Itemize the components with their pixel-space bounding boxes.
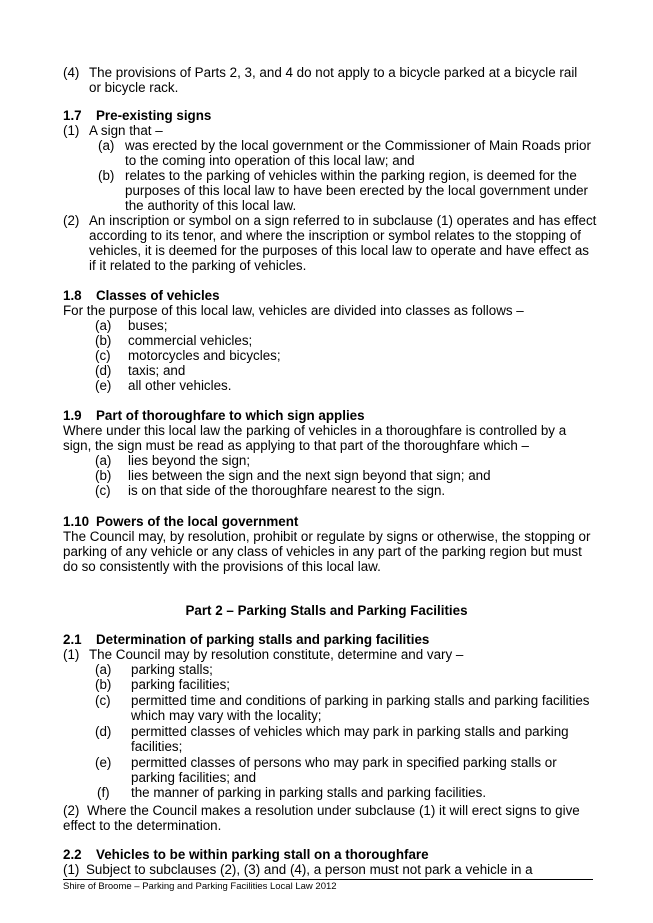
section-number: 1.10 xyxy=(63,514,90,529)
clause-text: or bicycle rack. xyxy=(89,80,179,95)
clause-text: to the coming into operation of this local law; and xyxy=(125,153,415,168)
clause-text: For the purpose of this local law, vehicles are divided into classes as follows – xyxy=(63,303,524,318)
clause-text: is on that side of the thoroughfare nearest to the sign. xyxy=(128,483,446,498)
clause-text: all other vehicles. xyxy=(128,378,232,393)
subclause-letter: (d) xyxy=(95,363,112,378)
footer-divider xyxy=(63,879,593,880)
clause-text: buses; xyxy=(128,318,168,333)
clause-text: The Council may by resolution constitute, determine and vary – xyxy=(89,647,464,662)
section-title: Pre-existing signs xyxy=(96,108,212,123)
clause-number: (2) xyxy=(63,213,80,228)
clause-text: motorcycles and bicycles; xyxy=(128,348,281,363)
subclause-letter: (b) xyxy=(95,677,112,692)
clause-text: relates to the parking of vehicles within the parking region, is deemed for the xyxy=(125,168,577,183)
clause-number: (1) xyxy=(63,647,80,662)
clause-text: The provisions of Parts 2, 3, and 4 do not apply to a bicycle parked at a bicycle rail xyxy=(89,65,578,80)
clause-text: purposes of this local law to have been erected by the local government under xyxy=(125,183,589,198)
clause-text: parking facilities; xyxy=(131,677,230,692)
clause-text: parking stalls; xyxy=(131,662,213,677)
clause-text: permitted time and conditions of parking in parking stalls and parking facilities xyxy=(131,693,590,708)
clause-text: commercial vehicles; xyxy=(128,333,253,348)
subclause-letter: (e) xyxy=(95,378,112,393)
section-title: Powers of the local government xyxy=(96,514,299,529)
subclause-letter: (c) xyxy=(95,483,111,498)
section-title: Classes of vehicles xyxy=(96,288,220,303)
clause-text: permitted classes of persons who may park in specified parking stalls or xyxy=(131,755,557,770)
clause-number: (1) xyxy=(63,123,80,138)
clause-text: parking facilities; and xyxy=(131,770,257,785)
section-number: 1.7 xyxy=(63,108,82,123)
clause-text: An inscription or symbol on a sign referred to in subclause (1) operates and has effect xyxy=(89,213,597,228)
clause-text: Where under this local law the parking of vehicles in a thoroughfare is controlled by a xyxy=(63,423,567,438)
subclause-letter: (c) xyxy=(95,693,111,708)
subclause-letter: (a) xyxy=(98,138,115,153)
clause-number: (4) xyxy=(63,65,80,80)
subclause-letter: (c) xyxy=(95,348,111,363)
clause-text: parking of any vehicle or any class of vehicles in any part of the parking region but must xyxy=(63,544,582,559)
clause-text: lies between the sign and the next sign beyond that sign; and xyxy=(128,468,491,483)
clause-text: vehicles, it is deemed for the purposes of this local law to operate and have effect as xyxy=(89,243,589,258)
page-footer: Shire of Broome – Parking and Parking Facilities Local Law 2012 xyxy=(63,881,337,892)
clause-text: the authority of this local law. xyxy=(125,198,297,213)
subclause-letter: (a) xyxy=(95,318,112,333)
clause-number: (2) xyxy=(63,803,80,818)
clause-text: if it related to the parking of vehicles. xyxy=(89,258,307,273)
clause-number: (1) xyxy=(63,862,80,877)
section-number: 2.2 xyxy=(63,847,82,862)
section-number: 1.8 xyxy=(63,288,82,303)
subclause-letter: (a) xyxy=(95,662,112,677)
clause-text: permitted classes of vehicles which may park in parking stalls and parking xyxy=(131,724,569,739)
clause-text: taxis; and xyxy=(128,363,186,378)
subclause-letter: (e) xyxy=(95,755,112,770)
section-number: 2.1 xyxy=(63,632,82,647)
clause-text: Where the Council makes a resolution under subclause (1) it will erect signs to give xyxy=(87,803,580,818)
subclause-letter: (d) xyxy=(95,724,112,739)
clause-text: facilities; xyxy=(131,739,183,754)
subclause-letter: (a) xyxy=(95,453,112,468)
clause-text: the manner of parking in parking stalls and parking facilities. xyxy=(131,785,487,800)
clause-text: lies beyond the sign; xyxy=(128,453,251,468)
clause-text: sign, the sign must be read as applying to that part of the thoroughfare which – xyxy=(63,438,529,453)
clause-text: according to its tenor, and where the inscription or symbol relates to the stopping of xyxy=(89,228,582,243)
part-heading: Part 2 – Parking Stalls and Parking Facilities xyxy=(185,603,468,618)
clause-text: The Council may, by resolution, prohibit or regulate by signs or otherwise, the stopping or xyxy=(63,529,591,544)
section-title: Vehicles to be within parking stall on a thoroughfare xyxy=(96,847,429,862)
clause-text: A sign that – xyxy=(89,123,163,138)
subclause-letter: (b) xyxy=(95,468,112,483)
section-title: Determination of parking stalls and parking facilities xyxy=(96,632,430,647)
subclause-letter: (f) xyxy=(97,785,110,800)
clause-text: Subject to subclauses (2), (3) and (4), a person must not park a vehicle in a xyxy=(86,862,533,877)
subclause-letter: (b) xyxy=(95,333,112,348)
subclause-letter: (b) xyxy=(98,168,115,183)
clause-text: effect to the determination. xyxy=(63,818,222,833)
clause-text: which may vary with the locality; xyxy=(131,708,322,723)
clause-text: was erected by the local government or the Commissioner of Main Roads prior xyxy=(125,138,591,153)
section-number: 1.9 xyxy=(63,408,82,423)
clause-text: do so consistently with the provisions of this local law. xyxy=(63,559,381,574)
section-title: Part of thoroughfare to which sign applies xyxy=(96,408,365,423)
